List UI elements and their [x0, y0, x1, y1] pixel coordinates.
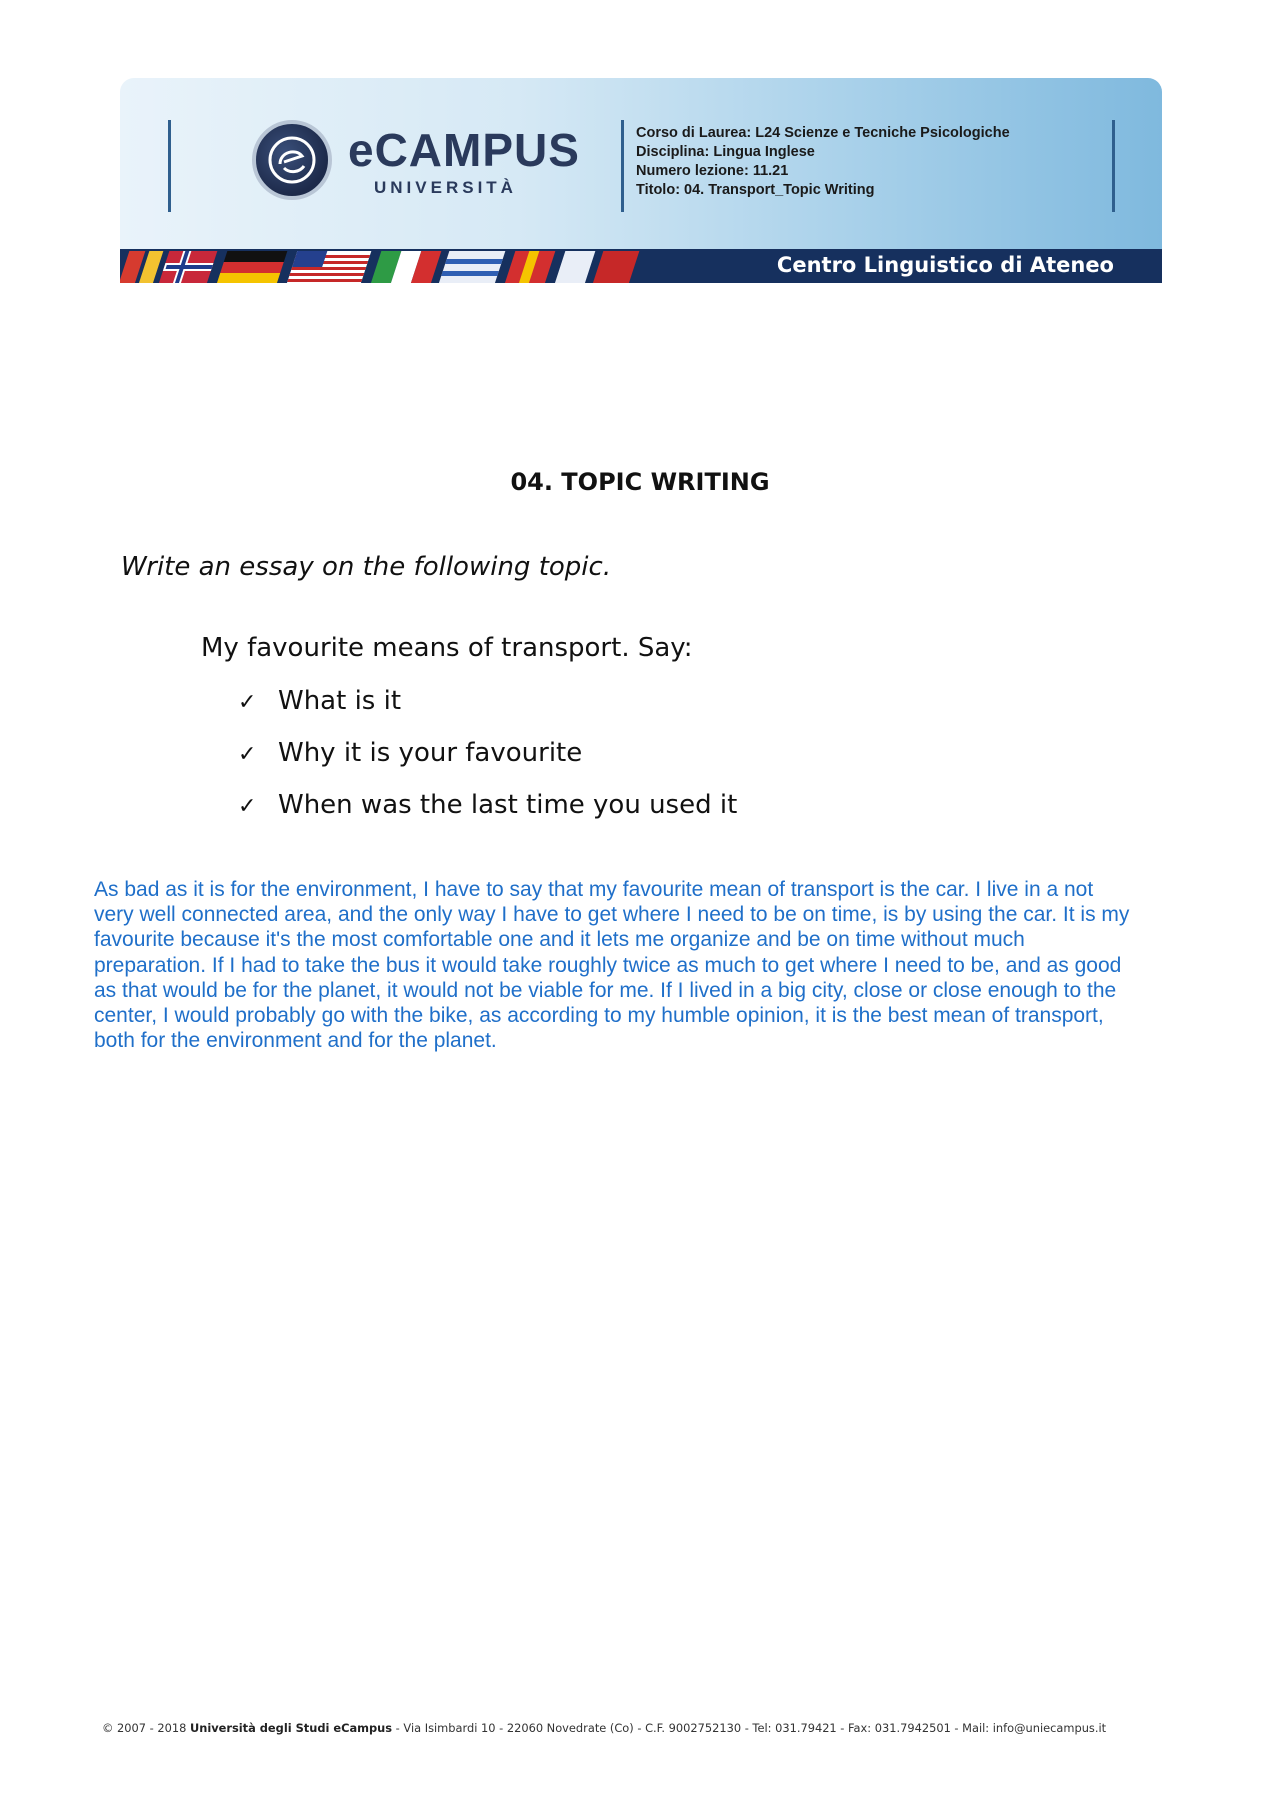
instruction-text: Write an essay on the following topic.	[121, 552, 612, 582]
ecampus-logo	[252, 120, 580, 210]
logo-wordmark: eCAMPUS	[348, 124, 580, 176]
banner-strip	[120, 249, 1162, 283]
list-item	[238, 735, 737, 787]
answer-line: preparation. If I had to take the bus it would take roughly twice as much to get where I need to be, and as good	[94, 953, 1122, 977]
flags-decoration	[120, 249, 640, 283]
course-degree: Corso di Laurea: L24 Scienze e Tecniche Psicologiche	[636, 125, 1010, 141]
header-banner	[120, 78, 1162, 283]
banner-divider-middle	[621, 120, 624, 212]
answer-line: As bad as it is for the environment, I have to say that my favourite mean of transport is the car. I live in a not	[94, 878, 1094, 901]
page-footer	[102, 1721, 1106, 1735]
logo-subtitle: UNIVERSITÀ	[374, 178, 517, 197]
answer-line: both for the environment and for the planet.	[94, 1029, 497, 1053]
language-center-title: Centro Linguistico di Ateneo	[776, 253, 1114, 277]
answer-line: center, I would probably go with the bike, as according to my humble opinion, it is the best mean of transport,	[94, 1004, 1104, 1028]
list-item	[238, 787, 737, 839]
answer-line: very well connected area, and the only way I have to get where I need to be on time, is by using the car. It is my	[94, 903, 1130, 927]
course-lesson-number: Numero lezione: 11.21	[636, 163, 789, 179]
course-title: Titolo: 04. Transport_Topic Writing	[636, 182, 875, 198]
footer-organization: Università degli Studi eCampus	[189, 1721, 393, 1735]
footer-details: - Via Isimbardi 10 - 22060 Novedrate (Co) - C.F. 9002752130 - Tel: 031.79421 - Fax: 031.7942501 - Mail: info@uniecampus.it	[392, 1721, 1107, 1735]
checkmark-icon: ✓	[238, 690, 257, 715]
document-title: 04. TOPIC WRITING	[510, 468, 770, 496]
list-item-label: When was the last time you used it	[278, 790, 738, 820]
topic-checklist	[238, 683, 737, 839]
essay-answer	[94, 877, 1224, 1053]
list-item-label: Why it is your favourite	[278, 738, 583, 768]
course-info	[636, 124, 1116, 200]
checkmark-icon: ✓	[238, 794, 257, 819]
banner-divider-left	[168, 120, 171, 212]
ecampus-emblem-icon	[252, 120, 332, 200]
answer-line: favourite because it's the most comfortable one and it lets me organize and be on time without much	[94, 928, 1025, 952]
topic-text: My favourite means of transport. Say:	[201, 633, 693, 663]
footer-copyright: © 2007 - 2018	[102, 1721, 190, 1735]
course-discipline: Disciplina: Lingua Inglese	[636, 144, 815, 160]
list-item	[238, 683, 737, 735]
answer-line: as that would be for the planet, it would not be viable for me. If I lived in a big city, close or close enough to the	[94, 978, 1117, 1002]
list-item-label: What is it	[278, 686, 402, 716]
checkmark-icon: ✓	[238, 742, 257, 767]
